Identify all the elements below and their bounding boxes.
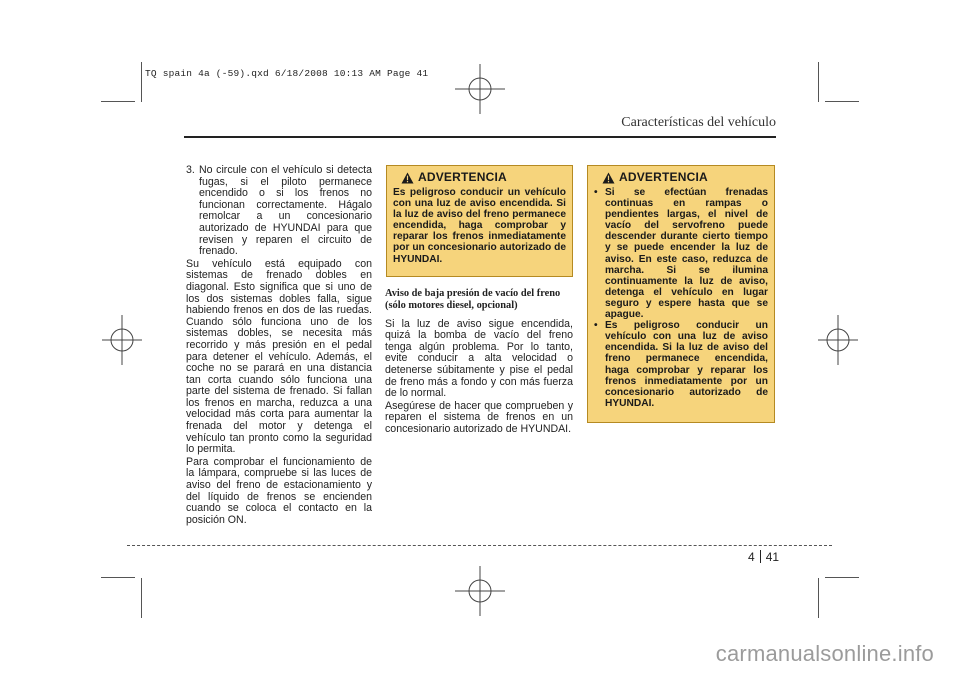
- registration-mark-icon: [818, 315, 858, 365]
- warning-text: Es peligroso conducir un vehículo con una luz de aviso encendida. Si la luz de aviso del freno permanece encendida, haga comprobar y reparar los frenos inmediatamente por un concesionario autorizado de HYUNDAI.: [393, 187, 566, 265]
- watermark: carmanualsonline.info: [715, 641, 934, 666]
- warning-triangle-icon: [401, 172, 414, 184]
- body-column-2: [385, 288, 573, 437]
- body-column-1: [186, 165, 372, 527]
- warning-list-item-text: Si se efectúan frenadas continuas en rampas o pendientes largas, el nivel de vacío del servofreno puede descender durante cierto tiempo y se puede encender la luz de aviso. En este caso, reduzca de marcha. Si se ilumina continuamente la luz de aviso, detenga el vehículo en lugar seguro y espere hasta que se apague.: [605, 187, 768, 321]
- bullet: •: [594, 320, 598, 332]
- warning-title: ADVERTENCIA: [619, 170, 708, 185]
- warning-header: [602, 172, 768, 184]
- crop-mark: [141, 578, 142, 618]
- crop-mark: [825, 577, 859, 578]
- warning-header: [401, 172, 566, 184]
- warning-list-item-text: Es peligroso conducir un vehículo con una luz de aviso encendida. Si la luz de aviso del freno permanece encendida, haga comprobar y reparar los frenos inmediatamente por un concesionario autorizado de HYUNDAI.: [605, 320, 768, 409]
- footer-rule: [127, 545, 832, 546]
- print-slug: TQ spain 4a (-59).qxd 6/18/2008 10:13 AM Page 41: [145, 68, 429, 79]
- paragraph: Asegúrese de hacer que comprueben y reparen el sistema de frenos en un concesionario autorizado de HYUNDAI.: [385, 399, 573, 435]
- warning-box: [386, 165, 573, 277]
- registration-mark-icon: [455, 566, 505, 616]
- page-number-value: 41: [765, 550, 780, 564]
- crop-mark: [101, 101, 135, 102]
- list-item-number: 3.: [186, 164, 195, 176]
- crop-mark: [818, 62, 819, 102]
- paragraph: Para comprobar el funcionamiento de la lámpara, compruebe si las luces de aviso del freno de estacionamiento y del líquido de frenos se encienden cuando se coloca el contacto en la posición ON.: [186, 455, 372, 526]
- list-item-text: No circule con el vehículo si detecta fugas, si el piloto permanece encendido o si los frenos no funcionan correctamente. Hágalo remolcar a un concesionario autorizado de HYUNDAI para que revisen y reparen el circuito de frenado.: [199, 164, 372, 258]
- warning-list: [594, 187, 768, 409]
- bullet: •: [594, 187, 598, 198]
- warning-list-item: [594, 320, 768, 409]
- crop-mark: [101, 577, 135, 578]
- crop-mark: [141, 62, 142, 102]
- warning-list-item: [594, 187, 768, 320]
- warning-title: ADVERTENCIA: [418, 170, 507, 185]
- registration-mark-icon: [455, 64, 505, 114]
- warning-box: [587, 165, 775, 423]
- crop-mark: [818, 578, 819, 618]
- section-title: Características del vehículo: [621, 115, 776, 130]
- paragraph: Si la luz de aviso sigue encendida, quizá la bomba de vacío del freno tenga algún problema. Por lo tanto, evite conducir a alta velocidad o detenerse súbitamente y pise el pedal de freno más a fondo y con más fuerza de lo normal.: [385, 317, 573, 400]
- paragraph: Su vehículo está equipado con sistemas de frenado dobles en diagonal. Esto significa que si uno de los dos sistemas dobles falla, sigue habiendo frenos en dos de las ruedas. Cuando sólo funciona uno de los sistemas dobles, se necesita más recorrido y más presión en el pedal para detener el vehículo. Además, el coche no se parará en una distancia tan corta cuando sólo funciona una parte del sistema de frenado. Si fallan los frenos en marcha, reduzca a una velocidad más corta para aumentar la frenada del motor y detenga el vehículo tan pronto como la seguridad lo permita.: [186, 257, 372, 456]
- subsection-title: Aviso de baja presión de vacío del freno (sólo motores diesel, opcional): [385, 288, 561, 311]
- registration-mark-icon: [102, 315, 142, 365]
- title-rule: [184, 136, 776, 138]
- page-number: [748, 550, 779, 564]
- warning-triangle-icon: [602, 172, 615, 184]
- page-number-separator: [760, 550, 761, 563]
- list-item: [186, 165, 372, 258]
- chapter-number: 4: [748, 550, 755, 564]
- crop-mark: [825, 101, 859, 102]
